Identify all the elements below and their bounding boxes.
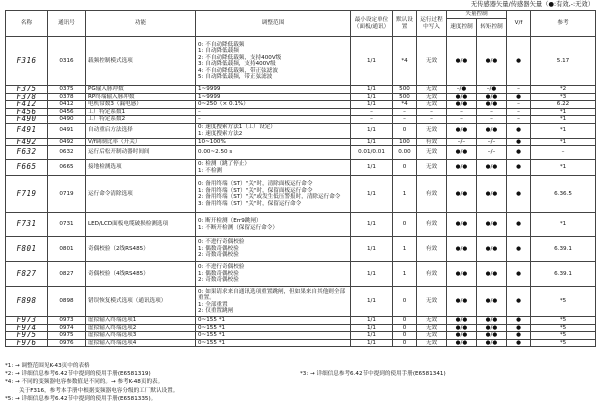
cell-speed-ctrl: –/–: [447, 138, 477, 146]
cell-min-unit: 1/1: [351, 37, 393, 86]
cell-write-run: 有效: [417, 262, 447, 287]
cell-speed-ctrl: ●/●: [447, 287, 477, 317]
cell-param-name: F898: [6, 287, 48, 317]
cell-comm-no: 0491: [48, 123, 86, 138]
cell-torque-ctrl: ●/●: [477, 123, 507, 138]
cell-ref: *1: [531, 116, 596, 124]
cell-min-unit: –: [351, 116, 393, 124]
cell-torque-ctrl: ●/●: [477, 324, 507, 332]
cell-param-name: F490: [6, 116, 48, 124]
table-row: [6, 123, 596, 138]
cell-default: *4: [393, 101, 417, 109]
table-row: [6, 213, 596, 237]
cell-param-name: F375: [6, 86, 48, 94]
cell-vf: ●: [507, 317, 531, 325]
cell-comm-no: 0375: [48, 86, 86, 94]
cell-range: –: [196, 116, 351, 124]
cell-vf: ●: [507, 176, 531, 213]
table-row: [6, 287, 596, 317]
cell-range: 0: 备用终端（ST）"关"时，清除面板运行命令 1: 备用终端（ST）"关"时，保留面板运行命令 2: 备用终端（ST）"关"或发生低压警报时，清除运行命令 3: 备用终端（ST）"关"时，保留运行命令: [196, 176, 351, 213]
cell-comm-no: 0719: [48, 176, 86, 213]
cell-default: 0: [393, 317, 417, 325]
cell-comm-no: 0490: [48, 116, 86, 124]
cell-function: PG输入脉冲数: [86, 86, 196, 94]
cell-min-unit: 1/1: [351, 287, 393, 317]
cell-ref: *1: [531, 108, 596, 116]
cell-write-run: 无效: [417, 37, 447, 86]
cell-default: 1: [393, 176, 417, 213]
footnote-4a: *4: → 不同的变频器电容参数值是不同的。→ 参考K-48页的表。: [5, 379, 164, 386]
table-row: [6, 101, 596, 109]
cell-vf: ●: [507, 37, 531, 86]
cell-function: 虚拟输入终端选项4: [86, 339, 196, 347]
cell-default: 1: [393, 237, 417, 262]
cell-function: 奇偶校验（4线RS485）: [86, 262, 196, 287]
cell-ref: *1: [531, 160, 596, 176]
cell-vf: ●: [507, 213, 531, 237]
cell-default: 0.00: [393, 146, 417, 160]
cell-min-unit: 1/1: [351, 93, 393, 101]
cell-comm-no: 0976: [48, 339, 86, 347]
cell-param-name: F456: [6, 108, 48, 116]
cell-default: –: [393, 108, 417, 116]
cell-param-name: F719: [6, 176, 48, 213]
cell-torque-ctrl: ●/●: [477, 101, 507, 109]
cell-speed-ctrl: ●/●: [447, 332, 477, 340]
table-row: [6, 86, 596, 94]
cell-param-name: F492: [6, 138, 48, 146]
parameter-table: [5, 10, 596, 347]
cell-range: 0~155 *1: [196, 332, 351, 340]
cell-min-unit: 1/1: [351, 123, 393, 138]
cell-write-run: 有效: [417, 237, 447, 262]
cell-write-run: 无效: [417, 86, 447, 94]
header-default: 默认设置: [393, 11, 417, 37]
cell-comm-no: 0456: [48, 108, 86, 116]
cell-torque-ctrl: ●/●: [477, 176, 507, 213]
cell-param-name: F316: [6, 37, 48, 86]
cell-param-name: F975: [6, 332, 48, 340]
cell-vf: –: [507, 101, 531, 109]
cell-torque-ctrl: ●/●: [477, 317, 507, 325]
cell-range: 1~9999: [196, 86, 351, 94]
cell-min-unit: –: [351, 108, 393, 116]
cell-write-run: 有效: [417, 138, 447, 146]
table-row: [6, 317, 596, 325]
cell-ref: *5: [531, 339, 596, 347]
cell-vf: ●: [507, 237, 531, 262]
cell-speed-ctrl: –: [447, 116, 477, 124]
cell-speed-ctrl: ●/●: [447, 123, 477, 138]
cell-ref: –: [531, 146, 596, 160]
cell-function: 载频控制模式选项: [86, 37, 196, 86]
cell-comm-no: 0665: [48, 160, 86, 176]
cell-default: 500: [393, 93, 417, 101]
cell-write-run: –: [417, 108, 447, 116]
cell-ref: *5: [531, 317, 596, 325]
cell-comm-no: 0731: [48, 213, 86, 237]
cell-param-name: F973: [6, 317, 48, 325]
header-comm-no: 通讯号: [48, 11, 86, 37]
cell-vf: ●: [507, 262, 531, 287]
cell-write-run: 无效: [417, 93, 447, 101]
cell-speed-ctrl: ●/●: [447, 146, 477, 160]
cell-torque-ctrl: –: [477, 108, 507, 116]
cell-write-run: 无效: [417, 332, 447, 340]
cell-min-unit: 1/1: [351, 339, 393, 347]
cell-range: 0: 断开检测（Err9跳闸） 1: 不断开检测（保留运行命令）: [196, 213, 351, 237]
cell-range: 0: 不进行奇偶校验 1: 偶数奇偶校验 2: 奇数奇偶校验: [196, 262, 351, 287]
cell-range: 1~9999: [196, 93, 351, 101]
table-row: [6, 116, 596, 124]
cell-ref: 6.39.1: [531, 237, 596, 262]
cell-speed-ctrl: –/●: [447, 86, 477, 94]
cell-min-unit: 1/1: [351, 317, 393, 325]
cell-min-unit: 1/1: [351, 101, 393, 109]
cell-write-run: 无效: [417, 146, 447, 160]
cell-torque-ctrl: –/–: [477, 138, 507, 146]
cell-function: 工厂特定系数1: [86, 108, 196, 116]
cell-torque-ctrl: –/●: [477, 86, 507, 94]
cell-range: 0: 不自动降低载频 1: 自动降低载频 2: 不自动降低载频，支持400V级 3: 自动降低载频，支持400V级 4: 不自动降低载频，带正弦滤波 5: 自动降低载频，带正弦滤波: [196, 37, 351, 86]
cell-param-name: F731: [6, 213, 48, 237]
cell-comm-no: 0898: [48, 287, 86, 317]
cell-speed-ctrl: ●/●: [447, 262, 477, 287]
table-row: [6, 160, 596, 176]
cell-param-name: F632: [6, 146, 48, 160]
cell-default: 100: [393, 138, 417, 146]
cell-range: 0: 检测（跳了停止） 1: 不检测: [196, 160, 351, 176]
cell-default: 1: [393, 262, 417, 287]
cell-param-name: F412: [6, 101, 48, 109]
cell-range: 0: 如果请求来自通讯选项重置跳闸，但如果来自其他则全部重置。 1: 全部重置 2: 仅重置跳闸: [196, 287, 351, 317]
cell-ref: *5: [531, 287, 596, 317]
cell-param-name: F827: [6, 262, 48, 287]
cell-comm-no: 0801: [48, 237, 86, 262]
cell-vf: ●: [507, 287, 531, 317]
cell-vf: ●: [507, 123, 531, 138]
cell-param-name: F378: [6, 93, 48, 101]
cell-function: 错误恢复模式选项（通讯选项）: [86, 287, 196, 317]
cell-vf: ●: [507, 332, 531, 340]
cell-write-run: 无效: [417, 101, 447, 109]
cell-speed-ctrl: ●/●: [447, 213, 477, 237]
cell-range: 0~250（× 0.1%）: [196, 101, 351, 109]
cell-function: V/f调制比率（开关）: [86, 138, 196, 146]
cell-ref: *3: [531, 93, 596, 101]
cell-min-unit: 1/1: [351, 138, 393, 146]
cell-comm-no: 0974: [48, 324, 86, 332]
cell-function: LED/LCD面板电缆破损检测选项: [86, 213, 196, 237]
header-ref: 参考: [531, 11, 596, 37]
cell-write-run: 无效: [417, 317, 447, 325]
cell-write-run: 无效: [417, 123, 447, 138]
header-function: 功能: [86, 11, 196, 37]
cell-torque-ctrl: ●/●: [477, 287, 507, 317]
header-range: 调整范围: [196, 11, 351, 37]
cell-vf: –: [507, 116, 531, 124]
cell-torque-ctrl: ●/●: [477, 213, 507, 237]
cell-function: 奇偶校验（2线RS485）: [86, 237, 196, 262]
cell-min-unit: 1/1: [351, 332, 393, 340]
cell-comm-no: 0492: [48, 138, 86, 146]
cell-min-unit: 1/1: [351, 86, 393, 94]
cell-range: 0: 速度搜索方法1（工厂设定） 1: 速度搜索方法2: [196, 123, 351, 138]
cell-param-name: F491: [6, 123, 48, 138]
cell-ref: *5: [531, 324, 596, 332]
table-row: [6, 324, 596, 332]
table-body: [6, 37, 596, 347]
cell-speed-ctrl: ●/●: [447, 317, 477, 325]
legend: 无传感器矢量/传感器矢量（●:有效,-:无效）: [470, 1, 594, 8]
cell-default: 0: [393, 339, 417, 347]
header-min-unit: 最小设定单位（面板/通讯）: [351, 11, 393, 37]
cell-ref: *1: [531, 213, 596, 237]
cell-comm-no: 0827: [48, 262, 86, 287]
header-write-run: 运行过程中写入: [417, 11, 447, 37]
cell-min-unit: 1/1: [351, 262, 393, 287]
cell-param-name: F974: [6, 324, 48, 332]
cell-torque-ctrl: ●/●: [477, 332, 507, 340]
cell-vf: ●: [507, 138, 531, 146]
cell-write-run: 有效: [417, 213, 447, 237]
header-vector-group: 矢量控制: [447, 11, 507, 19]
cell-min-unit: 1/1: [351, 237, 393, 262]
cell-function: 虚拟输入终端选项1: [86, 317, 196, 325]
footnotes: [5, 362, 595, 403]
cell-min-unit: 1/1: [351, 160, 393, 176]
cell-torque-ctrl: –/–: [477, 146, 507, 160]
table-row: [6, 332, 596, 340]
cell-speed-ctrl: –: [447, 108, 477, 116]
cell-min-unit: 1/1: [351, 213, 393, 237]
cell-min-unit: 0.01/0.01: [351, 146, 393, 160]
cell-range: 0~155 *1: [196, 317, 351, 325]
footnote-1: *1: → 调整范围见K-43页中的表格: [5, 363, 90, 369]
header-vf: V/f: [507, 11, 531, 37]
cell-comm-no: 0632: [48, 146, 86, 160]
cell-function: 电机常数3（漏电感）: [86, 101, 196, 109]
cell-write-run: 有效: [417, 176, 447, 213]
cell-speed-ctrl: ●/●: [447, 93, 477, 101]
cell-vf: ●: [507, 160, 531, 176]
cell-write-run: 无效: [417, 160, 447, 176]
cell-ref: *2: [531, 86, 596, 94]
cell-write-run: –: [417, 116, 447, 124]
cell-range: –: [196, 108, 351, 116]
cell-comm-no: 0973: [48, 317, 86, 325]
cell-function: 虚拟输入终端选项2: [86, 324, 196, 332]
cell-range: 0~155 *1: [196, 339, 351, 347]
cell-speed-ctrl: ●/●: [447, 324, 477, 332]
table-row: [6, 93, 596, 101]
table-row: [6, 176, 596, 213]
cell-function: 工厂特定系数2: [86, 116, 196, 124]
cell-function: RP终端输入脉冲数: [86, 93, 196, 101]
cell-comm-no: 0316: [48, 37, 86, 86]
cell-default: 0: [393, 287, 417, 317]
cell-ref: 6.36.5: [531, 176, 596, 213]
cell-default: –: [393, 116, 417, 124]
cell-write-run: 无效: [417, 324, 447, 332]
cell-param-name: F976: [6, 339, 48, 347]
cell-torque-ctrl: ●/●: [477, 339, 507, 347]
cell-param-name: F665: [6, 160, 48, 176]
cell-ref: 5.17: [531, 37, 596, 86]
footnote-4b: 关于F316，参考本手册中根据变频器电容分级的工厂默认设置。: [19, 387, 179, 394]
cell-ref: 6.39.1: [531, 262, 596, 287]
table-row: [6, 339, 596, 347]
footnote-2: *2: → 详细信息参考6.42节中提到的使用手册(E6581319): [5, 371, 151, 378]
cell-comm-no: 0412: [48, 101, 86, 109]
cell-ref: 6.22: [531, 101, 596, 109]
cell-speed-ctrl: ●/●: [447, 101, 477, 109]
cell-range: 0: 不进行奇偶校验 1: 偶数奇偶校验 2: 奇数奇偶校验: [196, 237, 351, 262]
cell-default: 0: [393, 213, 417, 237]
cell-range: 10~100%: [196, 138, 351, 146]
cell-torque-ctrl: ●/●: [477, 160, 507, 176]
table-row: [6, 37, 596, 86]
cell-min-unit: 1/1: [351, 324, 393, 332]
table-row: [6, 108, 596, 116]
cell-torque-ctrl: ●/●: [477, 37, 507, 86]
cell-write-run: 无效: [417, 287, 447, 317]
cell-speed-ctrl: ●/●: [447, 176, 477, 213]
table-row: [6, 237, 596, 262]
footnote-3: *3: → 详细信息参考6.42节中提到的使用手册(E6581341): [300, 371, 446, 378]
cell-default: *4: [393, 37, 417, 86]
cell-torque-ctrl: ●/●: [477, 262, 507, 287]
cell-min-unit: 1/1: [351, 176, 393, 213]
cell-comm-no: 0975: [48, 332, 86, 340]
cell-ref: *5: [531, 332, 596, 340]
cell-vf: –: [507, 108, 531, 116]
cell-vf: ●: [507, 339, 531, 347]
header-torque-ctrl: 转矩控制: [477, 19, 507, 37]
cell-function: 运行命令清除选项: [86, 176, 196, 213]
cell-comm-no: 0378: [48, 93, 86, 101]
cell-ref: *1: [531, 138, 596, 146]
cell-torque-ctrl: –: [477, 116, 507, 124]
cell-function: 接地检测选项: [86, 160, 196, 176]
cell-vf: –: [507, 86, 531, 94]
cell-vf: ●: [507, 146, 531, 160]
header-speed-ctrl: 速度控制: [447, 19, 477, 37]
cell-default: 0: [393, 160, 417, 176]
cell-write-run: 无效: [417, 339, 447, 347]
cell-default: 0: [393, 332, 417, 340]
cell-default: 500: [393, 86, 417, 94]
footnote-5: *5: → 详细信息参考6.42节中提到的使用手册(E6581335)。: [5, 395, 157, 402]
table-row: [6, 262, 596, 287]
table-row: [6, 138, 596, 146]
table-row: [6, 146, 596, 160]
cell-param-name: F801: [6, 237, 48, 262]
cell-speed-ctrl: ●/●: [447, 237, 477, 262]
cell-torque-ctrl: ●/●: [477, 93, 507, 101]
cell-speed-ctrl: ●/●: [447, 339, 477, 347]
header-name: 名称: [6, 11, 48, 37]
cell-function: 虚拟输入终端选项3: [86, 332, 196, 340]
cell-speed-ctrl: ●/●: [447, 160, 477, 176]
cell-vf: ●: [507, 324, 531, 332]
cell-function: 运行后松开制动器时间间: [86, 146, 196, 160]
cell-vf: ●: [507, 93, 531, 101]
cell-default: 0: [393, 324, 417, 332]
cell-function: 自动重启方法选择: [86, 123, 196, 138]
cell-range: 0~155 *1: [196, 324, 351, 332]
cell-ref: *1: [531, 123, 596, 138]
cell-torque-ctrl: ●/●: [477, 237, 507, 262]
cell-speed-ctrl: ●/●: [447, 37, 477, 86]
cell-range: 0.00~2.50 s: [196, 146, 351, 160]
cell-default: 0: [393, 123, 417, 138]
